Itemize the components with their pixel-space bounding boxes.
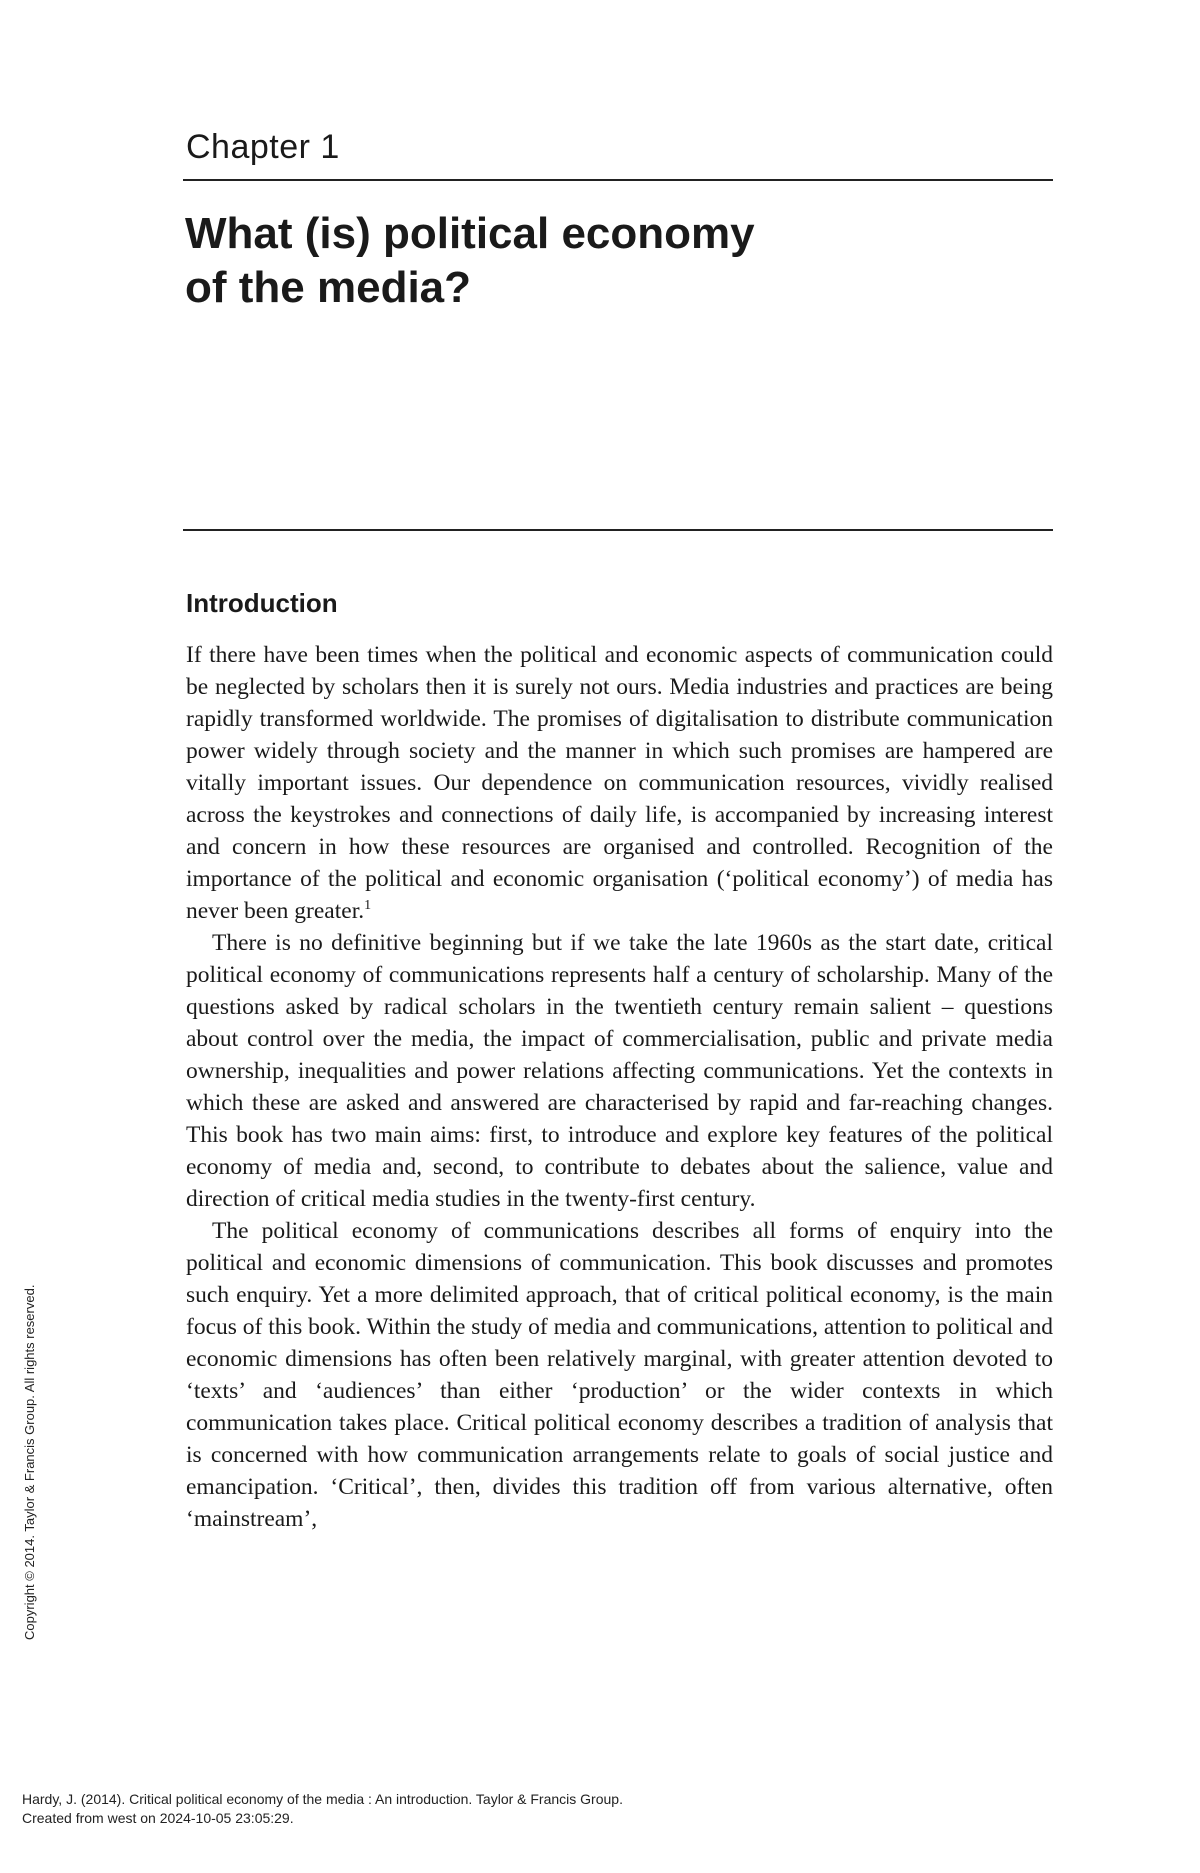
copyright-notice: Copyright © 2014. Taylor & Francis Group. All rights reserved.: [22, 1284, 37, 1640]
paragraph-1-text: If there have been times when the political and economic aspects of communication could be neglected by scholars then it is surely not ours. Media industries and practices are being rapidly transformed worldwide. The promises of digitalisation to distribute communication power widely through society and the manner in which such promises are hampered are vitally important issues. Our dependence on communication resources, vividly realised across the keystrokes and connections of daily life, is accompanied by increasing interest and concern in how these resources are organised and controlled. Recognition of the importance of the political and economic organisation (‘political economy’) of media has never been greater.: [186, 642, 1053, 924]
body-text: [186, 639, 1053, 1535]
footnote-reference[interactable]: 1: [364, 898, 372, 914]
chapter-label: Chapter 1: [186, 128, 340, 166]
chapter-title-line-2: of the media?: [185, 263, 472, 312]
page-footer: [22, 1790, 623, 1828]
chapter-title: [185, 207, 1045, 315]
chapter-rule-bottom: [183, 529, 1053, 531]
paragraph-3: The political economy of communications describes all forms of enquiry into the political and economic dimensions of communication. This book discusses and promotes such enquiry. Yet a more delimited approach, that of critical political economy, is the main focus of this book. Within the study of media and communications, attention to political and economic dimensions has often been relatively marginal, with greater attention devoted to ‘texts’ and ‘audiences’ than either ‘production’ or the wider contexts in which communication takes place. Critical political economy describes a tradition of analysis that is concerned with how communication arrangements relate to goals of social justice and emancipation. ‘Critical’, then, divides this tradition off from various alternative, often ‘mainstream’,: [186, 1218, 1053, 1532]
paragraph-1: [186, 639, 1053, 927]
footer-created: Created from west on 2024-10-05 23:05:29.: [22, 1810, 294, 1826]
footer-citation: Hardy, J. (2014). Critical political economy of the media : An introduction. Taylor & Francis Group.: [22, 1791, 623, 1807]
chapter-title-line-1: What (is) political economy: [185, 209, 755, 258]
paragraph-2: There is no definitive beginning but if we take the late 1960s as the start date, critical political economy of communications represents half a century of scholarship. Many of the questions asked by radical scholars in the twentieth century remain salient – questions about control over the media, the impact of commercialisation, public and private media ownership, inequalities and power relations affecting communications. Yet the contexts in which these are asked and answered are characterised by rapid and far-reaching changes. This book has two main aims: first, to introduce and explore key features of the political economy of media and, second, to contribute to debates about the salience, value and direction of critical media studies in the twenty-first century.: [186, 930, 1053, 1212]
chapter-rule-top: [183, 179, 1053, 181]
section-heading: Introduction: [186, 588, 338, 618]
